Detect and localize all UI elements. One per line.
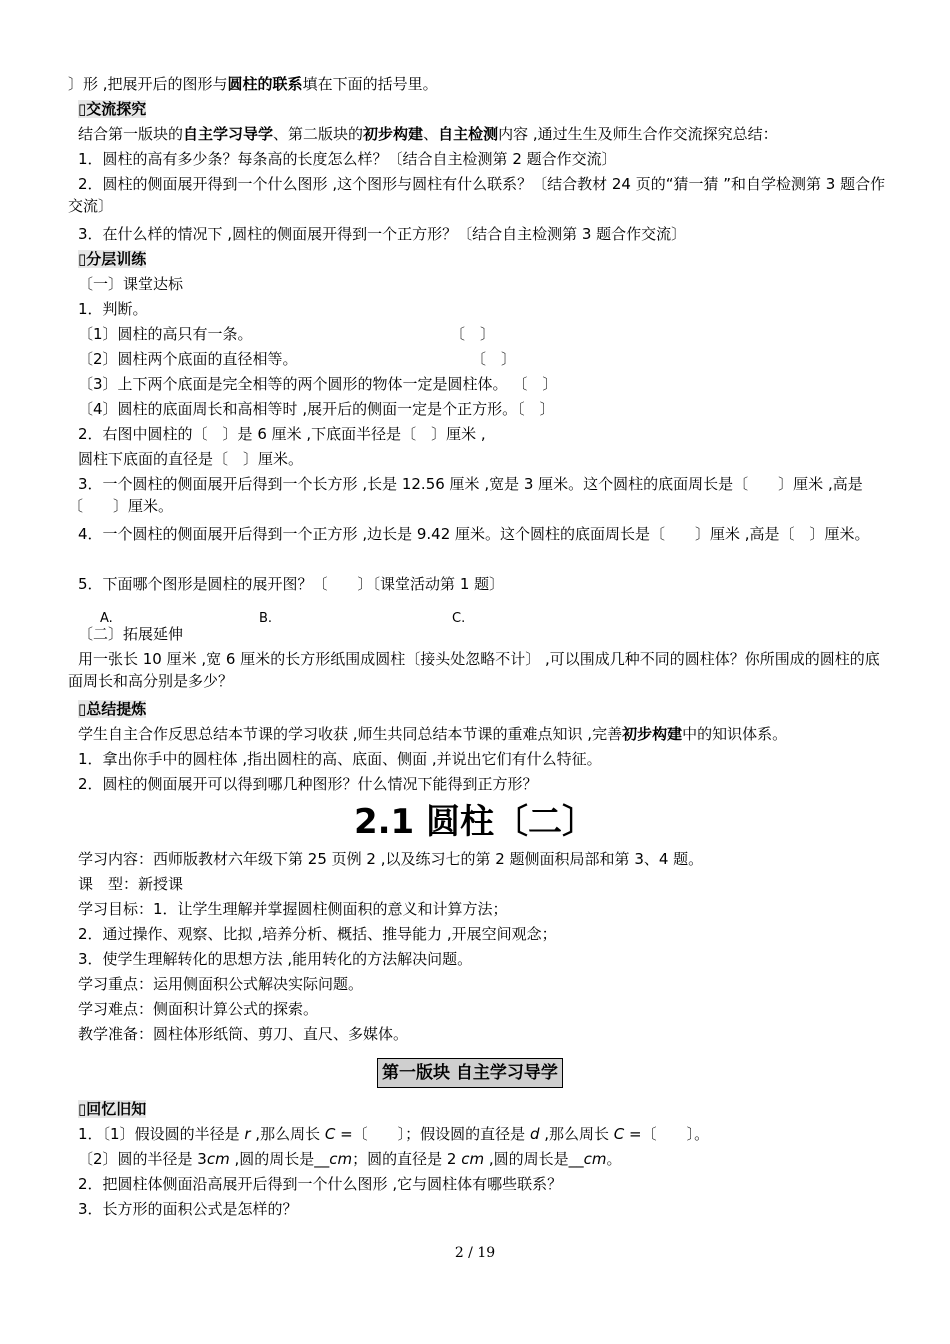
section-heading-summary: ▯总结提炼: [78, 700, 147, 718]
review-item-1: 1．〔1〕假设圆的半径是 r ,那么周长 C =〔 〕；假设圆的直径是 d ,那么周长 C =〔 〕。: [78, 1125, 710, 1143]
study-goal-1: 学习目标：1．让学生理解并掌握圆柱侧面积的意义和计算方法；: [78, 900, 508, 918]
question-3: 3．一个圆柱的侧面展开后得到一个长方形 ,长是 12.56 厘米 ,宽是 3 厘米。这个圆柱的底面周长是〔 〕厘米 ,高是〔 〕厘米。: [68, 475, 863, 515]
question-2b: 圆柱下底面的直径是〔 〕厘米。: [78, 450, 304, 468]
summary-item-2: 2．圆柱的侧面展开可以得到哪几种图形？什么情况下能得到正方形？: [78, 775, 538, 793]
study-content: 学习内容：西师版教材六年级下第 25 页例 2 ,以及练习七的第 2 题侧面积局部和第 3、4 题。: [78, 850, 704, 868]
review-item-2: 2．把圆柱体侧面沿高展开后得到一个什么图形 ,它与圆柱体有哪些联系？: [78, 1175, 563, 1193]
review-item-1-2: 〔2〕圆的半径是 3cm ,圆的周长是__cm；圆的直径是 2 cm ,圆的周长是__cm。: [78, 1150, 622, 1168]
question-4: 4．一个圆柱的侧面展开后得到一个正方形 ,边长是 9.42 厘米。这个圆柱的底面周长是〔 〕厘米 ,高是〔 〕厘米。: [78, 525, 870, 543]
practice-subheading-1: 〔一〕课堂达标: [78, 275, 184, 293]
option-c-label: C.: [452, 611, 466, 626]
exchange-item-3: 3．在什么样的情况下 ,圆柱的侧面展开得到一个正方形？〔结合自主检测第 3 题合作交流〕: [78, 225, 687, 243]
study-goal-3: 3．使学生理解转化的思想方法 ,能用转化的方法解决问题。: [78, 950, 473, 968]
question-1: 1．判断。: [78, 300, 148, 318]
teaching-preparation: 教学准备：圆柱体形纸筒、剪刀、直尺、多媒体。: [78, 1025, 409, 1043]
lesson-title: 2.1 圆柱〔二〕: [353, 802, 597, 842]
exchange-item-1: 1．圆柱的高有多少条？每条高的长度怎么样？〔结合自主检测第 2 题合作交流〕: [78, 150, 617, 168]
extension-question: 用一张长 10 厘米 ,宽 6 厘米的长方形纸围成圆柱〔接头处忽略不计〕 ,可以围成几种不同的圆柱体？你所围成的圆柱的底面周长和高分别是多少？: [68, 650, 880, 690]
option-a-label: A.: [100, 611, 113, 626]
lesson-type: 课 型：新授课: [78, 875, 184, 893]
block-heading-box: 第一版块 自主学习导学: [377, 1058, 563, 1088]
summary-item-1: 1．拿出你手中的圆柱体 ,指出圆柱的高、底面、侧面 ,并说出它们有什么特征。: [78, 750, 602, 768]
exchange-item-2: 2．圆柱的侧面展开得到一个什么图形 ,这个图形与圆柱有什么联系？〔结合教材 24 页的“猜一猜 ”和自学检测第 3 题合作交流〕: [68, 175, 886, 215]
study-goal-2: 2．通过操作、观察、比拟 ,培养分析、概括、推导能力 ,开展空间观念；: [78, 925, 557, 943]
section-heading-practice: ▯分层训练: [78, 250, 147, 268]
study-difficulty: 学习难点：侧面积计算公式的探索。: [78, 1000, 319, 1018]
question-1-3: 〔3〕上下两个底面是完全相等的两个圆形的物体一定是圆柱体。 〔 〕: [78, 375, 558, 393]
question-1-2: 〔2〕圆柱两个底面的直径相等。 〔 〕: [78, 350, 517, 368]
page-number: 2 / 19: [454, 1245, 496, 1261]
question-2a: 2．右图中圆柱的〔 〕是 6 厘米 ,下底面半径是〔 〕厘米 ,: [78, 425, 486, 443]
question-1-1: 〔1〕圆柱的高只有一条。 〔 〕: [78, 325, 496, 343]
section-heading-review: ▯回忆旧知: [78, 1100, 147, 1118]
exchange-intro: 结合第一版块的自主学习导学、第二版块的初步构建、自主检测内容 ,通过生生及师生合作交流探究总结：: [78, 125, 778, 143]
practice-subheading-2: 〔二〕拓展延伸: [78, 625, 184, 643]
study-key-point: 学习重点：运用侧面积公式解决实际问题。: [78, 975, 364, 993]
summary-intro: 学生自主合作反思总结本节课的学习收获 ,师生共同总结本节课的重难点知识 ,完善初步构建中的知识体系。: [78, 725, 788, 743]
question-1-4: 〔4〕圆柱的底面周长和高相等时 ,展开后的侧面一定是个正方形。〔 〕: [78, 400, 555, 418]
section-heading-exchange: ▯交流探究: [78, 100, 147, 118]
review-item-3: 3．长方形的面积公式是怎样的？: [78, 1200, 298, 1218]
intro-line: 〕形 ,把展开后的图形与圆柱的联系填在下面的括号里。: [68, 75, 438, 93]
question-5: 5．下面哪个图形是圆柱的展开图？〔 〕〔课堂活动第 1 题〕: [78, 575, 505, 593]
option-b-label: B.: [259, 611, 273, 626]
